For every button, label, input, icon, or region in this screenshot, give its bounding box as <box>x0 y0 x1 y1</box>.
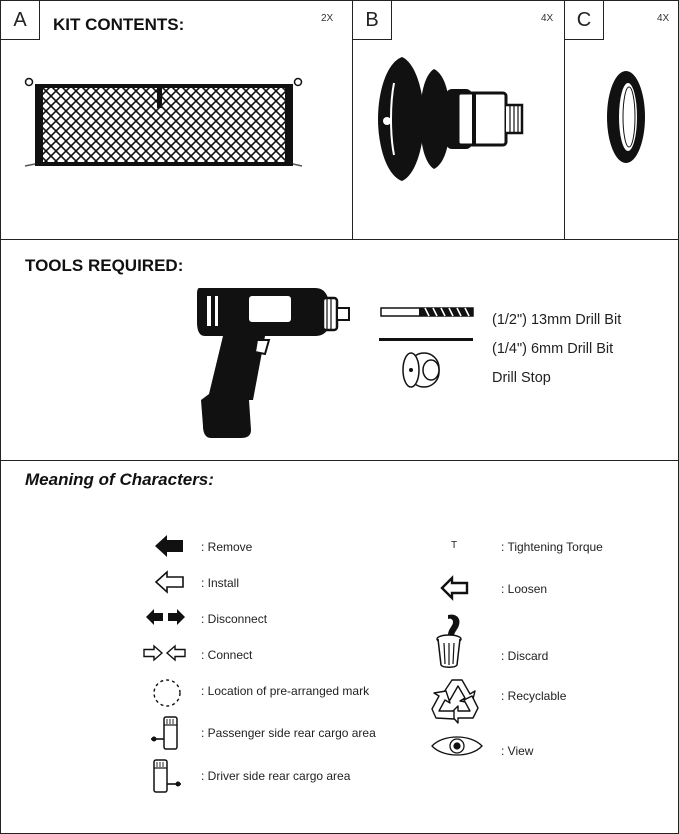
legend-label-passenger-side: : Passenger side rear cargo area <box>201 726 376 740</box>
tool-label-6mm-bit: (1/4") 6mm Drill Bit <box>492 341 614 357</box>
legend-label-loosen: : Loosen <box>501 582 548 596</box>
kit-qty-b: 4X <box>541 13 554 24</box>
mounting-stud-icon <box>376 53 526 185</box>
drill-bit-13mm-icon <box>381 306 475 318</box>
connect-arrows-icon <box>143 645 187 661</box>
kit-qty-c: 4X <box>657 13 670 24</box>
washer-ring-icon <box>604 67 650 167</box>
kit-letter-c: C <box>564 0 604 40</box>
discard-bin-icon <box>435 613 465 669</box>
legend-label-recyclable: : Recyclable <box>501 689 567 703</box>
passenger-side-icon <box>151 715 181 751</box>
install-arrow-icon <box>155 571 185 593</box>
legend-label-tightening-torque: : Tightening Torque <box>501 540 603 554</box>
tools-required-section <box>0 239 679 461</box>
kit-letter-b: B <box>352 0 392 40</box>
kit-contents-heading: KIT CONTENTS: <box>53 15 185 34</box>
drill-bit-6mm-icon <box>379 338 475 342</box>
meaning-of-characters-heading: Meaning of Characters: <box>25 470 214 489</box>
disconnect-arrows-icon <box>146 609 186 625</box>
legend-label-install: : Install <box>201 576 240 590</box>
tools-required-heading: TOOLS REQUIRED: <box>25 256 184 275</box>
legend-label-view: : View <box>501 744 534 758</box>
kit-contents-section <box>0 0 679 240</box>
kit-qty-a: 2X <box>321 13 334 24</box>
legend-label-driver-side: : Driver side rear cargo area <box>201 769 351 783</box>
kit-letter-a: A <box>0 0 40 40</box>
legend-label-discard: : Discard <box>501 649 549 663</box>
meaning-of-characters-section <box>0 460 679 834</box>
legend-label-disconnect: : Disconnect <box>201 612 268 626</box>
tool-label-13mm-bit: (1/2") 13mm Drill Bit <box>492 312 622 328</box>
power-drill-icon <box>193 282 353 440</box>
remove-arrow-icon <box>155 535 185 557</box>
torque-t-icon: T <box>451 540 458 551</box>
legend-label-connect: : Connect <box>201 648 253 662</box>
legend-label-remove: : Remove <box>201 540 253 554</box>
cargo-net-icon <box>21 76 306 176</box>
eye-icon <box>431 733 483 759</box>
drill-stop-icon <box>401 350 447 390</box>
driver-side-icon <box>151 758 183 794</box>
dotted-circle-icon <box>152 678 182 708</box>
tool-label-drill-stop: Drill Stop <box>492 370 551 386</box>
legend-label-pre-arranged-mark: : Location of pre-arranged mark <box>201 684 370 698</box>
loosen-arrow-icon <box>441 577 469 599</box>
recycle-icon <box>430 676 484 726</box>
